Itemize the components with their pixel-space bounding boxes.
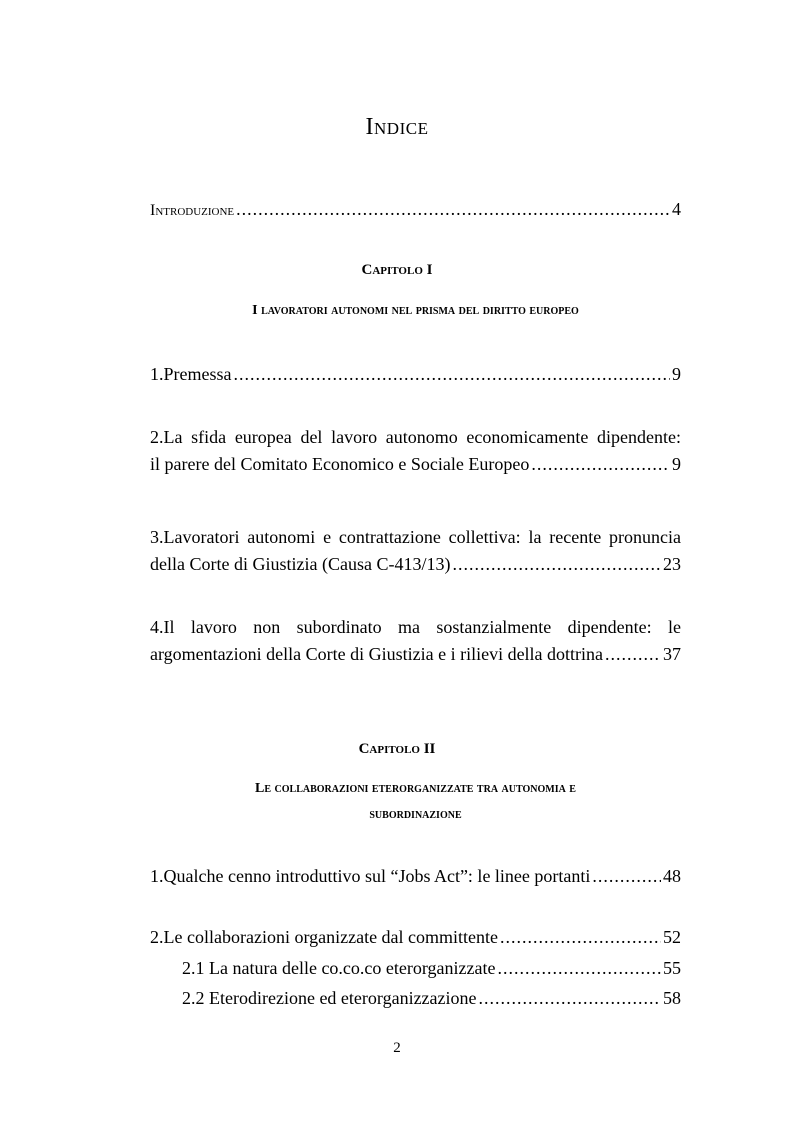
toc-entry-label: 1.Premessa xyxy=(150,364,232,384)
dot-leader xyxy=(452,551,661,578)
toc-entry xyxy=(150,863,681,890)
toc-page-number: 9 xyxy=(672,454,681,474)
chapter-title: I lavoratori autonomi nel prisma del diritto europeo xyxy=(252,303,579,318)
toc-entry-label: 4.Il lavoro non subordinato ma sostanzialmente dipendente: le xyxy=(150,617,681,637)
toc-entry-label-cont: argomentazioni della Corte di Giustizia e i rilievi della dottrina xyxy=(150,644,604,664)
toc-entry xyxy=(150,424,681,478)
dot-leader xyxy=(233,361,670,388)
toc-entry-label: 2.La sfida europea del lavoro autonomo economicamente dipendente: xyxy=(150,427,681,447)
chapter-title-line: subordinazione xyxy=(369,807,462,822)
page-number-footer: 2 xyxy=(393,1040,401,1056)
dot-leader xyxy=(592,863,661,890)
toc-entry-label: 3.Lavoratori autonomi e contrattazione collettiva: la recente pronuncia xyxy=(150,527,681,547)
dot-leader xyxy=(531,451,670,478)
toc-entry-introduzione xyxy=(150,196,681,224)
toc-page-number: 37 xyxy=(663,644,681,664)
toc-entry-label: 2.1 La natura delle co.co.co eterorganizzate xyxy=(182,958,496,978)
chapter-title xyxy=(150,776,681,828)
toc-subentry xyxy=(182,985,681,1012)
toc-entry-label: 2.2 Eterodirezione ed eterorganizzazione xyxy=(182,988,477,1008)
toc-page-number: 52 xyxy=(663,927,681,947)
dot-leader xyxy=(500,924,661,951)
chapter-title-line: Le collaborazioni eterorganizzate tra autonomia e xyxy=(255,781,576,796)
dot-leader xyxy=(236,196,670,223)
dot-leader xyxy=(498,955,662,982)
toc-page-number: 58 xyxy=(663,988,681,1008)
toc-subentry xyxy=(182,955,681,982)
page-title: Indice xyxy=(365,114,429,140)
toc-page-number: 23 xyxy=(663,554,681,574)
toc-entry xyxy=(150,614,681,668)
toc-entry-label-cont: della Corte di Giustizia (Causa C-413/13) xyxy=(150,554,451,574)
toc-page-number: 48 xyxy=(663,866,681,886)
toc-entry-label: 1.Qualche cenno introduttivo sul “Jobs Act”: le linee portanti xyxy=(150,866,591,886)
dot-leader xyxy=(479,985,661,1012)
toc-entry-label: 2.Le collaborazioni organizzate dal committente xyxy=(150,927,499,947)
toc-entry xyxy=(150,524,681,578)
chapter-heading: Capitolo II xyxy=(358,741,436,757)
chapter-heading: Capitolo I xyxy=(361,262,433,278)
toc-page-number: 9 xyxy=(672,364,681,384)
toc-entry xyxy=(150,361,681,388)
dot-leader xyxy=(605,641,661,668)
toc-page-number: 4 xyxy=(672,199,681,219)
toc-page-number: 55 xyxy=(663,958,681,978)
toc-entry-label: Introduzione xyxy=(150,202,235,219)
toc-entry-label-cont: il parere del Comitato Economico e Sociale Europeo xyxy=(150,454,530,474)
toc-entry xyxy=(150,924,681,951)
